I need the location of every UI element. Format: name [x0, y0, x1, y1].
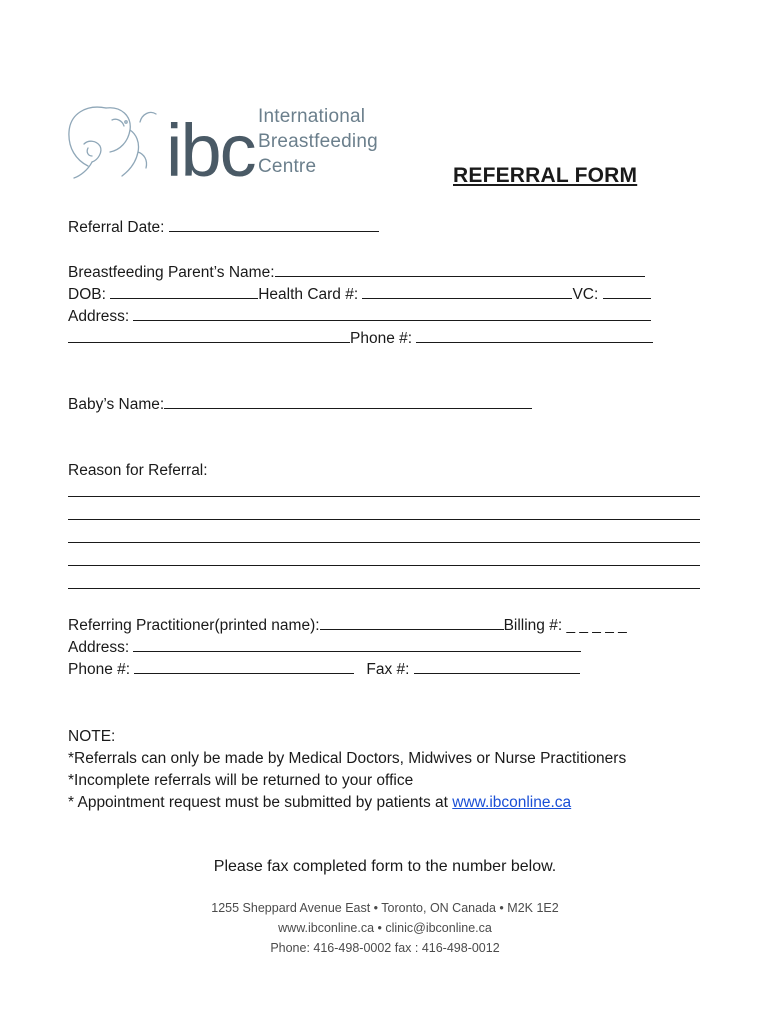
vc-label: VC:	[572, 286, 603, 303]
parent-address-line-2-field[interactable]	[68, 328, 350, 343]
ibc-wordmark: ibc	[166, 109, 255, 182]
billing-label: Billing #: _ _ _ _ _	[503, 617, 627, 634]
note-line-1: *Referrals can only be made by Medical Doctors, Midwives or Nurse Practitioners	[68, 750, 627, 767]
reason-field-2[interactable]	[68, 505, 700, 520]
form-title: REFERRAL FORM	[453, 164, 638, 187]
practitioner-address-row	[68, 637, 581, 659]
note-line-3-text: * Appointment request must be submitted by patients at	[68, 794, 453, 811]
parent-phone-label: Phone #:	[350, 330, 417, 347]
fax-instruction: Please fax completed form to the number below.	[213, 858, 557, 875]
referral-date-label: Referral Date:	[68, 219, 169, 236]
practitioner-phone-label: Phone #:	[68, 661, 135, 678]
dob-label: DOB:	[68, 286, 111, 303]
ibc-logo	[66, 100, 386, 182]
health-card-label: Health Card #:	[258, 286, 363, 303]
referral-date-row	[68, 217, 379, 239]
logo-line-3: Centre	[258, 156, 317, 177]
footer-phone-fax: Phone: 416-498-0002 fax : 416-498-0012	[270, 941, 500, 955]
note-heading: NOTE:	[68, 728, 116, 745]
referral-date-field[interactable]	[169, 217, 379, 232]
parent-phone-row	[68, 328, 653, 350]
parent-name-field[interactable]	[275, 262, 645, 277]
footer-web-email: www.ibconline.ca • clinic@ibconline.ca	[278, 921, 492, 935]
practitioner-name-label: Referring Practitioner(printed name):	[68, 617, 320, 634]
parent-phone-field[interactable]	[416, 328, 653, 343]
reason-field-5[interactable]	[68, 574, 700, 589]
practitioner-fax-label: Fax #:	[366, 661, 414, 678]
reason-field-3[interactable]	[68, 528, 700, 543]
reason-line-4	[68, 551, 700, 573]
practitioner-address-label: Address:	[68, 639, 134, 656]
ibconline-link[interactable]: www.ibconline.ca	[452, 794, 572, 811]
baby-name-field[interactable]	[164, 394, 532, 409]
practitioner-name-field[interactable]	[320, 615, 504, 630]
note-line-3	[68, 792, 571, 814]
parent-address-field[interactable]	[133, 306, 651, 321]
parent-name-row	[68, 262, 645, 284]
practitioner-phone-row	[68, 659, 580, 681]
footer-address: 1255 Sheppard Avenue East • Toronto, ON Canada • M2K 1E2	[211, 901, 559, 915]
logo-line-2: Breastfeeding	[258, 131, 378, 152]
reason-field-1[interactable]	[68, 482, 700, 497]
practitioner-name-row	[68, 615, 627, 637]
mother-baby-logo-icon	[66, 100, 256, 182]
practitioner-address-field[interactable]	[133, 637, 581, 652]
logo-line-1: International	[258, 106, 366, 127]
reason-label: Reason for Referral:	[68, 462, 208, 479]
dob-row	[68, 284, 651, 306]
health-card-field[interactable]	[362, 284, 572, 299]
organization-name	[258, 104, 378, 179]
note-line-2: *Incomplete referrals will be returned to your office	[68, 772, 414, 789]
practitioner-fax-field[interactable]	[414, 659, 580, 674]
reason-line-5	[68, 574, 700, 596]
reason-line-3	[68, 528, 700, 550]
baby-name-row	[68, 394, 532, 416]
parent-address-label: Address:	[68, 308, 134, 325]
reason-line-2	[68, 505, 700, 527]
dob-field[interactable]	[110, 284, 258, 299]
baby-name-label: Baby’s Name:	[68, 396, 165, 413]
vc-field[interactable]	[603, 284, 651, 299]
reason-line-1	[68, 482, 700, 504]
reason-field-4[interactable]	[68, 551, 700, 566]
parent-name-label: Breastfeeding Parent’s Name:	[68, 264, 275, 281]
parent-address-row	[68, 306, 651, 328]
practitioner-phone-field[interactable]	[134, 659, 354, 674]
